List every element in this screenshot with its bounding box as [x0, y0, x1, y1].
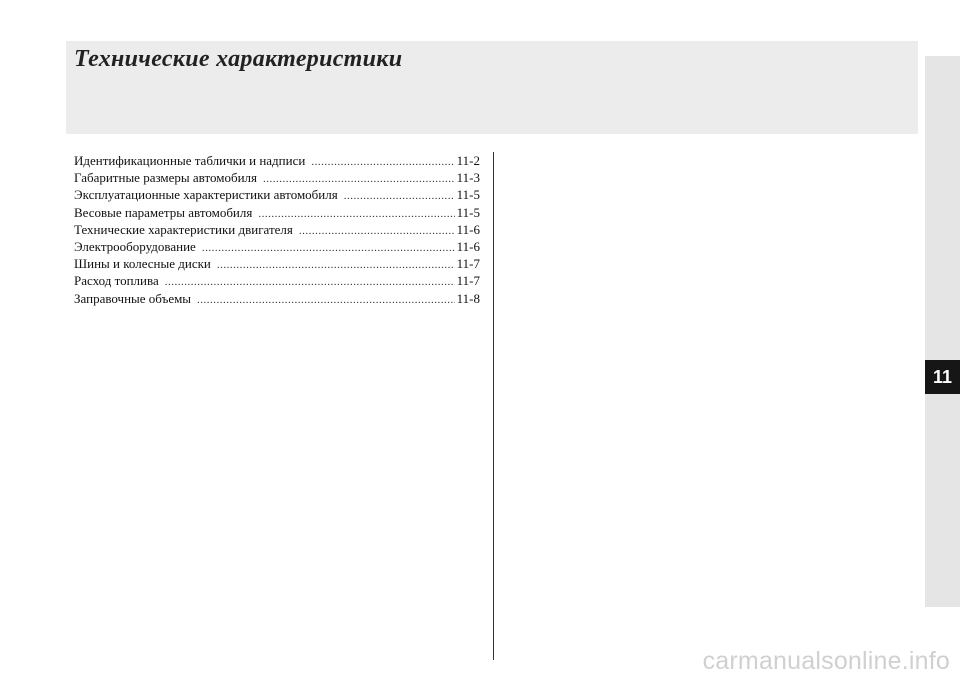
page-title: Технические характеристики — [74, 46, 403, 72]
chapter-number: 11 — [932, 366, 953, 387]
toc-item[interactable] — [74, 255, 480, 272]
toc-leader-dots — [311, 154, 454, 171]
toc-item-page: 11-7 — [456, 256, 480, 272]
toc-item-label: Шины и колесные диски — [74, 256, 211, 272]
toc-item[interactable] — [74, 204, 480, 221]
toc-leader-dots — [202, 240, 455, 257]
toc-item-page: 11-2 — [456, 153, 480, 168]
toc-item-label: Эксплуатационные характеристики автомобиля — [74, 187, 338, 203]
toc-item[interactable] — [74, 238, 480, 255]
toc-item-label: Габаритные размеры автомобиля — [74, 170, 258, 186]
toc-leader-dots — [165, 274, 455, 291]
toc-item-label: Расход топлива — [74, 273, 159, 289]
toc-item-label: Электрооборудование — [74, 238, 196, 254]
chapter-side-strip — [925, 56, 960, 607]
toc-item-label: Технические характеристики двигателя — [74, 221, 293, 237]
toc-item[interactable] — [74, 169, 480, 186]
chapter-tab[interactable] — [925, 360, 960, 394]
toc-item-label: Идентификационные таблички и надписи — [74, 153, 306, 168]
toc-item-page: 11-5 — [456, 204, 480, 220]
toc-item-page: 11-7 — [456, 273, 480, 289]
toc-item-page: 11-8 — [456, 290, 480, 306]
toc-leader-dots — [197, 292, 455, 309]
toc-item[interactable] — [74, 272, 480, 289]
toc-item-label: Заправочные объемы — [74, 290, 192, 306]
toc-item-page: 11-6 — [456, 221, 480, 237]
toc-item-page: 11-3 — [456, 170, 480, 186]
toc-leader-dots — [217, 257, 455, 274]
toc-item-page: 11-6 — [456, 238, 480, 254]
table-of-contents — [74, 152, 480, 307]
watermark: carmanualsonline.info — [702, 647, 950, 675]
toc-item[interactable] — [74, 221, 480, 238]
toc-item[interactable] — [74, 186, 480, 203]
toc-leader-dots — [299, 223, 455, 240]
header-band — [66, 41, 918, 134]
toc-leader-dots — [344, 188, 455, 205]
toc-item-page: 11-5 — [456, 187, 480, 203]
toc-item[interactable] — [74, 290, 480, 307]
column-divider — [493, 152, 494, 660]
toc-item-label: Весовые параметры автомобиля — [74, 204, 253, 220]
toc-item[interactable] — [74, 152, 480, 169]
